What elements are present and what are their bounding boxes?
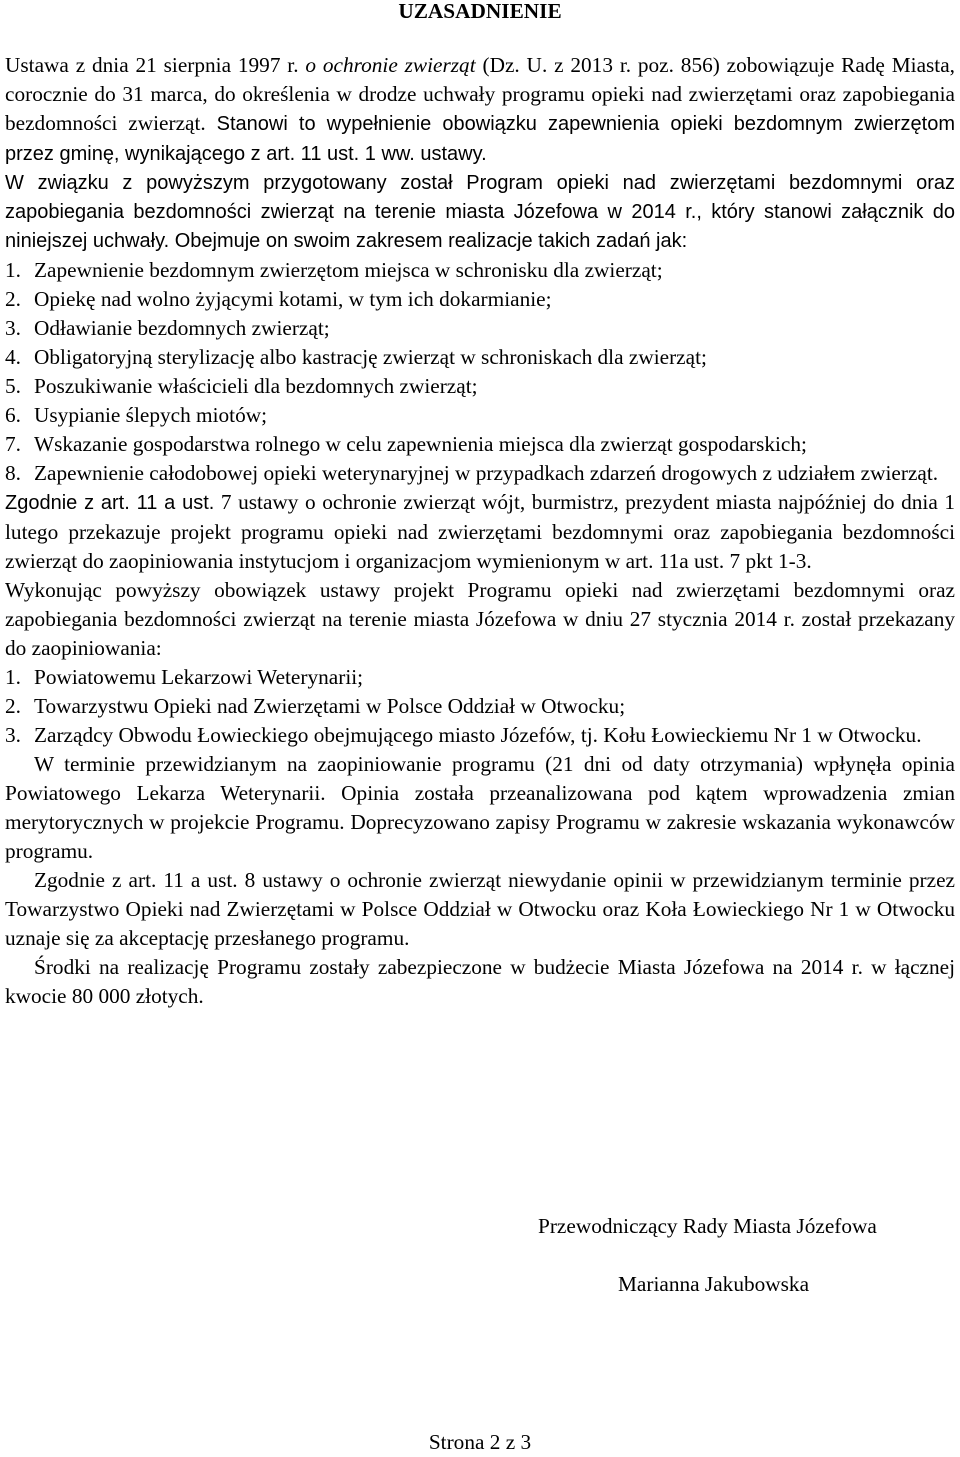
paragraph-no-opinion: Zgodnie z art. 11 a ust. 8 ustawy o ochronie zwierząt niewydanie opinii w przewidzianym terminie przez Towarzystwo Opieki nad Zwierzętami w Polsce Oddział w Otwocku oraz Koła Łowieckiego Nr 1 w Otwocku uznaje się za akceptację przesłanego programu. (5, 868, 955, 950)
list-item: 7. Wskazanie gospodarstwa rolnego w celu zapewnienia miejsca dla zwierząt gospodarskich; (5, 432, 807, 456)
list-item: 3. Odławianie bezdomnych zwierząt; (5, 316, 330, 340)
document-body (5, 51, 955, 1011)
list-item: 6. Usypianie ślepych miotów; (5, 403, 268, 427)
paragraph-consultation-rule: Zgodnie z art. 11 a ust. 7 ustawy o ochronie zwierząt wójt, burmistrz, prezydent miasta najpóźniej do dnia 1 lutego przekazuje projekt programu opieki nad zwierzętami bezdomnymi oraz zapobiegania bezdomności zwierząt do zaopiniowania instytucjom i organizacjom wymienionym w art. 11a ust. 7 pkt 1-3. (5, 490, 956, 573)
list-item: 5. Poszukiwanie właścicieli dla bezdomnych zwierząt; (5, 374, 478, 398)
paragraph-text: (Dz. U. z 2013 r. poz. 856) zobowiązuje Radę Miasta, corocznie do 31 marca, do określenia w drodze uchwały programu opieki nad zwierzętami oraz zapobiegania bezdomności zwierząt. (5, 53, 956, 135)
paragraph-text: Stanowi to wypełnienie obowiązku zapewnienia opieki bezdomnym zwierzętom przez gminę, wynikającego z art. 11 ust. 1 ww. ustawy. (5, 113, 955, 165)
paragraph-opinion-received: W terminie przewidzianym na zaopiniowanie programu (21 dni od daty otrzymania) wpłynęła opinia Powiatowego Lekarza Weterynarii. Opinia została przeanalizowana pod kątem wprowadzenia zmian merytorycznych w projekcie Programu. Doprecyzowano zapisy Programu w zakresie wskazania wykonawców programu. (5, 752, 955, 863)
tasks-list (5, 256, 955, 488)
list-item: 2. Towarzystwu Opieki nad Zwierzętami w Polsce Oddział w Otwocku; (5, 694, 626, 718)
act-title: o ochronie zwierząt (305, 53, 476, 77)
page-number: Strona 2 z 3 (428, 1430, 532, 1454)
list-item: 4. Obligatoryjną sterylizację albo kastrację zwierząt w schroniskach dla zwierząt; (5, 345, 707, 369)
recipients-list (5, 663, 955, 750)
list-item: 8. Zapewnienie całodobowej opieki weterynaryjnej w przypadkach zdarzeń drogowych z udziałem zwierząt. (5, 461, 939, 485)
list-item: 1. Zapewnienie bezdomnym zwierzętom miejsca w schronisku dla zwierząt; (5, 258, 663, 282)
list-item: 2. Opiekę nad wolno żyjącymi kotami, w tym ich dokarmianie; (5, 287, 552, 311)
document-title: UZASADNIENIE (398, 0, 562, 23)
signature-name: Marianna Jakubowska (618, 1272, 810, 1296)
paragraph-program-intro: W związku z powyższym przygotowany został Program opieki nad zwierzętami bezdomnymi oraz zapobiegania bezdomności zwierząt na terenie miasta Józefowa w 2014 r., który stanowi załącznik do niniejszej uchwały. Obejmuje on swoim zakresem realizacje takich zadań jak: (5, 172, 955, 252)
signature-role: Przewodniczący Rady Miasta Józefowa (538, 1214, 877, 1238)
list-item: 3. Zarządcy Obwodu Łowieckiego obejmującego miasto Józefów, tj. Kołu Łowieckiemu Nr 1 w Otwocku. (5, 723, 922, 747)
paragraph-funding: Środki na realizację Programu zostały zabezpieczone w budżecie Miasta Józefowa na 2014 r. w łącznej kwocie 80 000 złotych. (5, 955, 955, 1008)
paragraph-consultation-sent: Wykonując powyższy obowiązek ustawy projekt Programu opieki nad zwierzętami bezdomnymi oraz zapobiegania bezdomności zwierząt na terenie miasta Józefowa w dniu 27 stycznia 2014 r. został przekazany do zaopiniowania: (5, 578, 955, 660)
paragraph-text: Ustawa z dnia 21 sierpnia 1997 r. (5, 53, 306, 77)
paragraph-legal-basis (5, 51, 955, 169)
list-item: 1. Powiatowemu Lekarzowi Weterynarii; (5, 665, 364, 689)
